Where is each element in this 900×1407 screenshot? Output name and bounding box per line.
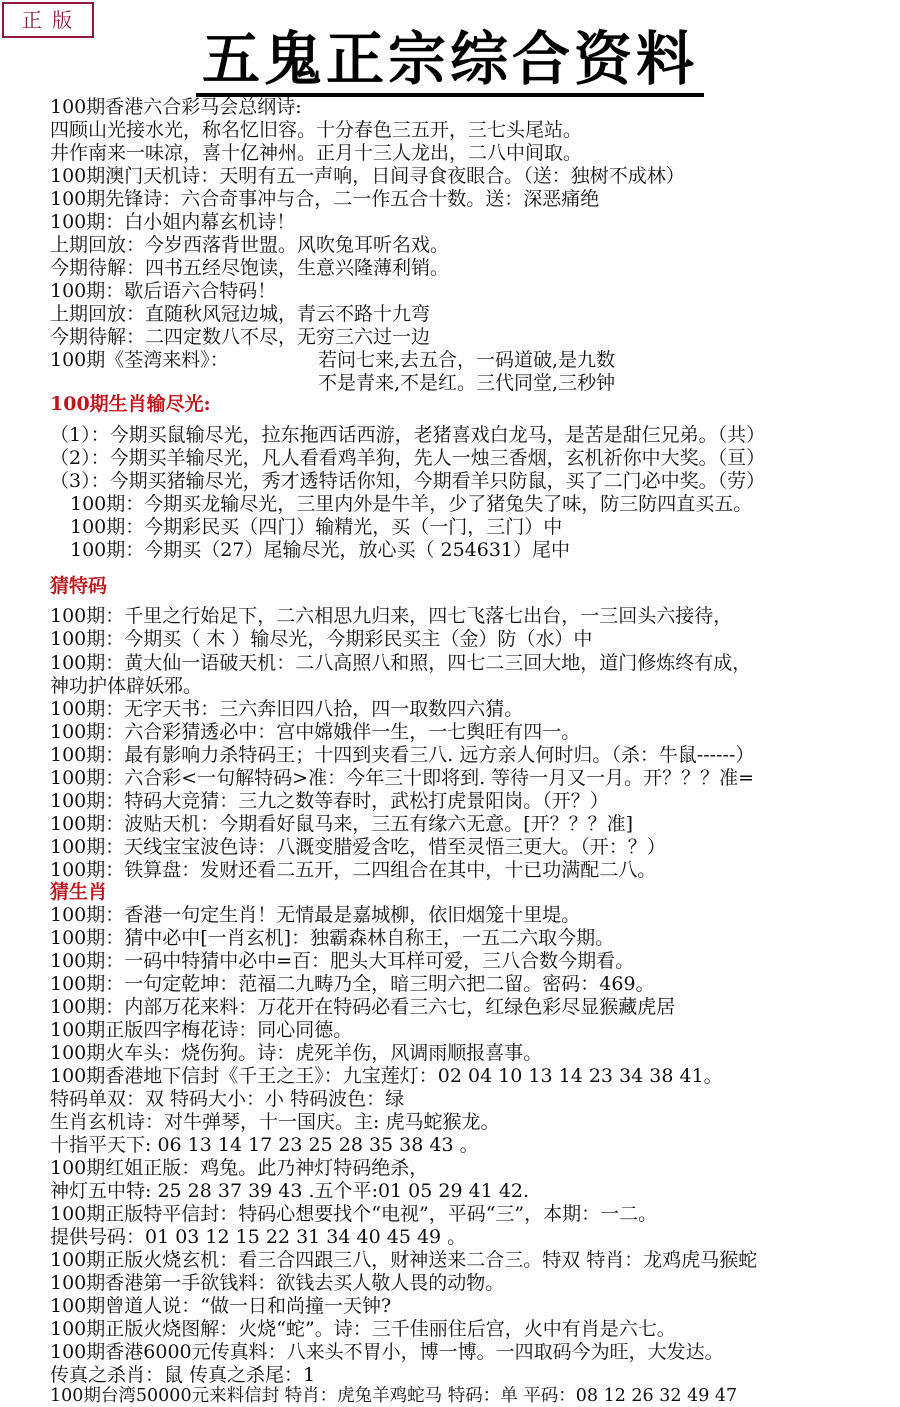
- text-line: 100期：无字天书：三六奔旧四八拾，四一取数四六猜。: [50, 698, 524, 720]
- text-line: 100期香港6000元传真料：八来头不胃小，博一博。一四取码今为旺，大发达。: [50, 1341, 724, 1363]
- text-line: 100期正版特平信封：特码心想要找个“电视”，平码“三”，本期：一二。: [50, 1203, 658, 1225]
- text-line: 传真之杀肖：鼠 传真之杀尾：1: [50, 1364, 316, 1386]
- text-line: 100期台湾50000元来料信封 特肖：虎兔羊鸡蛇马 特码：单 平码：08 12 26 32 49 47: [50, 1386, 738, 1406]
- text-line: 100期：波贴天机：今期看好鼠马来，三五有缘六无意。[开？？？准]: [50, 813, 634, 835]
- text-line: 若问七来,去五合，一码道破,是九数: [318, 349, 616, 371]
- text-line: 100期香港地下信封《千王之王》：九宝莲灯：02 04 10 13 14 23 34 38 41。: [50, 1065, 723, 1087]
- text-line: （2）：今期买羊输尽光，凡人看看鸡羊狗，先人一烛三香烟，玄机祈你中大奖。（亘）: [50, 447, 766, 469]
- text-line: （3）：今期买猪输尽光，秀才透特话你知，今期看羊只防鼠，买了二门必中奖。（劳）: [50, 470, 766, 492]
- section-heading: 猜特码: [50, 575, 108, 597]
- text-line: 100期：今期买（27）尾输尽光，放心买（ 254631）尾中: [70, 539, 571, 561]
- text-line: （1）：今期买鼠输尽光，拉东拖西话西游，老猪喜戏白龙马，是苦是甜仨兄弟。（共）: [50, 424, 766, 446]
- text-line: 100期：铁算盘：发财还看二五开，二四组合在其中，十已功满配二八。: [50, 859, 657, 881]
- text-line: 特码单双：双 特码大小：小 特码波色：绿: [50, 1088, 405, 1110]
- text-line: 今期待解：二四定数八不尽，无穷三六过一边: [50, 326, 431, 348]
- text-line: 100期红姐正版：鸡兔。此乃神灯特码绝杀，: [50, 1157, 429, 1179]
- page-title: 五鬼正宗综合资料: [0, 12, 900, 96]
- text-line: 100期：一句定乾坤：范福二九畴乃全，暗三明六把二留。密码：469。: [50, 973, 655, 995]
- text-line: 100期：特码大竞猜：三九之数等春时，武松打虎景阳岗。（开？）: [50, 790, 609, 812]
- text-line: 不是青来,不是红。三代同堂,三秒钟: [318, 372, 616, 394]
- text-line: 100期正版火烧玄机：看三合四跟三八，财神送来二合三。特双 特肖：龙鸡虎马猴蛇: [50, 1249, 758, 1271]
- text-line: 100期：六合彩<一句解特码>准：今年三十即将到. 等待一月又一月。开？？？准=: [50, 767, 755, 789]
- text-line: 井作南来一味凉，喜十亿神州。正月十三人龙出，二八中间取。: [50, 142, 583, 164]
- text-line: 100期：香港一句定生肖！无情最是嘉城柳，依旧烟笼十里堤。: [50, 904, 581, 926]
- text-line: 100期：六合彩猜透必中：宫中嫦娥伴一生，一七舆旺有四一。: [50, 721, 581, 743]
- text-line: 100期正版四字梅花诗：同心同德。: [50, 1019, 353, 1041]
- text-line: 神功护体辟妖邪。: [50, 675, 203, 697]
- text-line: 100期火车头：烧伤狗。诗：虎死羊伤，风调雨顺报喜事。: [50, 1042, 543, 1064]
- text-line: 100期：黄大仙一语破天机：二八高照八和照，四七二三回大地，道门修炼终有成，: [50, 652, 752, 674]
- section-heading: 猜生肖: [50, 881, 108, 903]
- text-line: 100期：千里之行始足下，二六相思九归来，四七飞落七出台，一三回头六接待，: [50, 605, 733, 627]
- text-line: 100期香港六合彩马会总纲诗:: [50, 96, 302, 118]
- text-line: 神灯五中特: 25 28 37 39 43 .五个平:01 05 29 41 42.: [50, 1180, 530, 1202]
- text-line: 100期：最有影响力杀特码王；十四到夹看三八. 远方亲人何时归。（杀：牛鼠------）: [50, 744, 755, 766]
- text-line: 上期回放：直随秋风冠边城，青云不路十九弯: [50, 303, 431, 325]
- text-line: 100期澳门天机诗：天明有五一声响，日间寻食夜眼合。（送：独树不成林）: [50, 165, 685, 187]
- text-line: 四顾山光接水光，称名忆旧容。十分春色三五开，三七头尾站。: [50, 119, 583, 141]
- genuine-badge: 正 版: [2, 2, 94, 38]
- text-line: 上期回放：今岁西落背世盟。风吹兔耳听名戏。: [50, 234, 450, 256]
- text-line: 100期：一码中特猜中必中=百：肥头大耳样可爱，三八合数今期看。: [50, 950, 635, 972]
- text-line: 100期：内部万花来料：万花开在特码必看三六七，红绿色彩尽显猴藏虎居: [50, 996, 676, 1018]
- text-line: 100期：白小姐内幕玄机诗！: [50, 211, 296, 233]
- text-line: 100期正版火烧图解：火烧“蛇”。诗：三千佳丽住后宫，火中有肖是六七。: [50, 1318, 676, 1340]
- text-line: 100期：猜中必中[一肖玄机]：独霸森林自称王，一五二六取今期。: [50, 927, 615, 949]
- text-line: 生肖玄机诗：对牛弹琴，十一国庆。主: 虎马蛇猴龙。: [50, 1111, 500, 1133]
- text-line: 100期：今期彩民买（四门）输精光，买（一门，三门）中: [70, 516, 563, 538]
- text-line: 提供号码：01 03 12 15 22 31 34 40 45 49 。: [50, 1226, 467, 1248]
- section-heading: 100期生肖输尽光:: [50, 393, 211, 415]
- text-line: 100期曾道人说：“做一日和尚撞一天钟?: [50, 1295, 392, 1317]
- text-line: 100期：今期买龙输尽光，三里内外是牛羊，少了猪兔失了味，防三防四直买五。: [70, 493, 753, 515]
- text-line: 100期先锋诗：六合奇事冲与合，二一作五合十数。送：深恶痛绝: [50, 188, 600, 210]
- text-line: 100期：今期买（ 木 ）输尽光，今期彩民买主（金）防（水）中: [50, 628, 593, 650]
- text-line: 100期：天线宝宝波色诗：八溉变腊爱含吃，惜至灵悟三更大。（开：？）: [50, 836, 666, 858]
- text-line: 今期待解：四书五经尽饱读，生意兴隆薄利销。: [50, 257, 450, 279]
- text-line: 100期：歇后语六合特码！: [50, 280, 277, 302]
- text-line: 100期香港第一手欲钱料：欲钱去买人敬人畏的动物。: [50, 1272, 505, 1294]
- text-line: 100期《荃湾来料》：: [50, 349, 229, 371]
- text-line: 十指平天下: 06 13 14 17 23 25 28 35 38 43 。: [50, 1134, 479, 1156]
